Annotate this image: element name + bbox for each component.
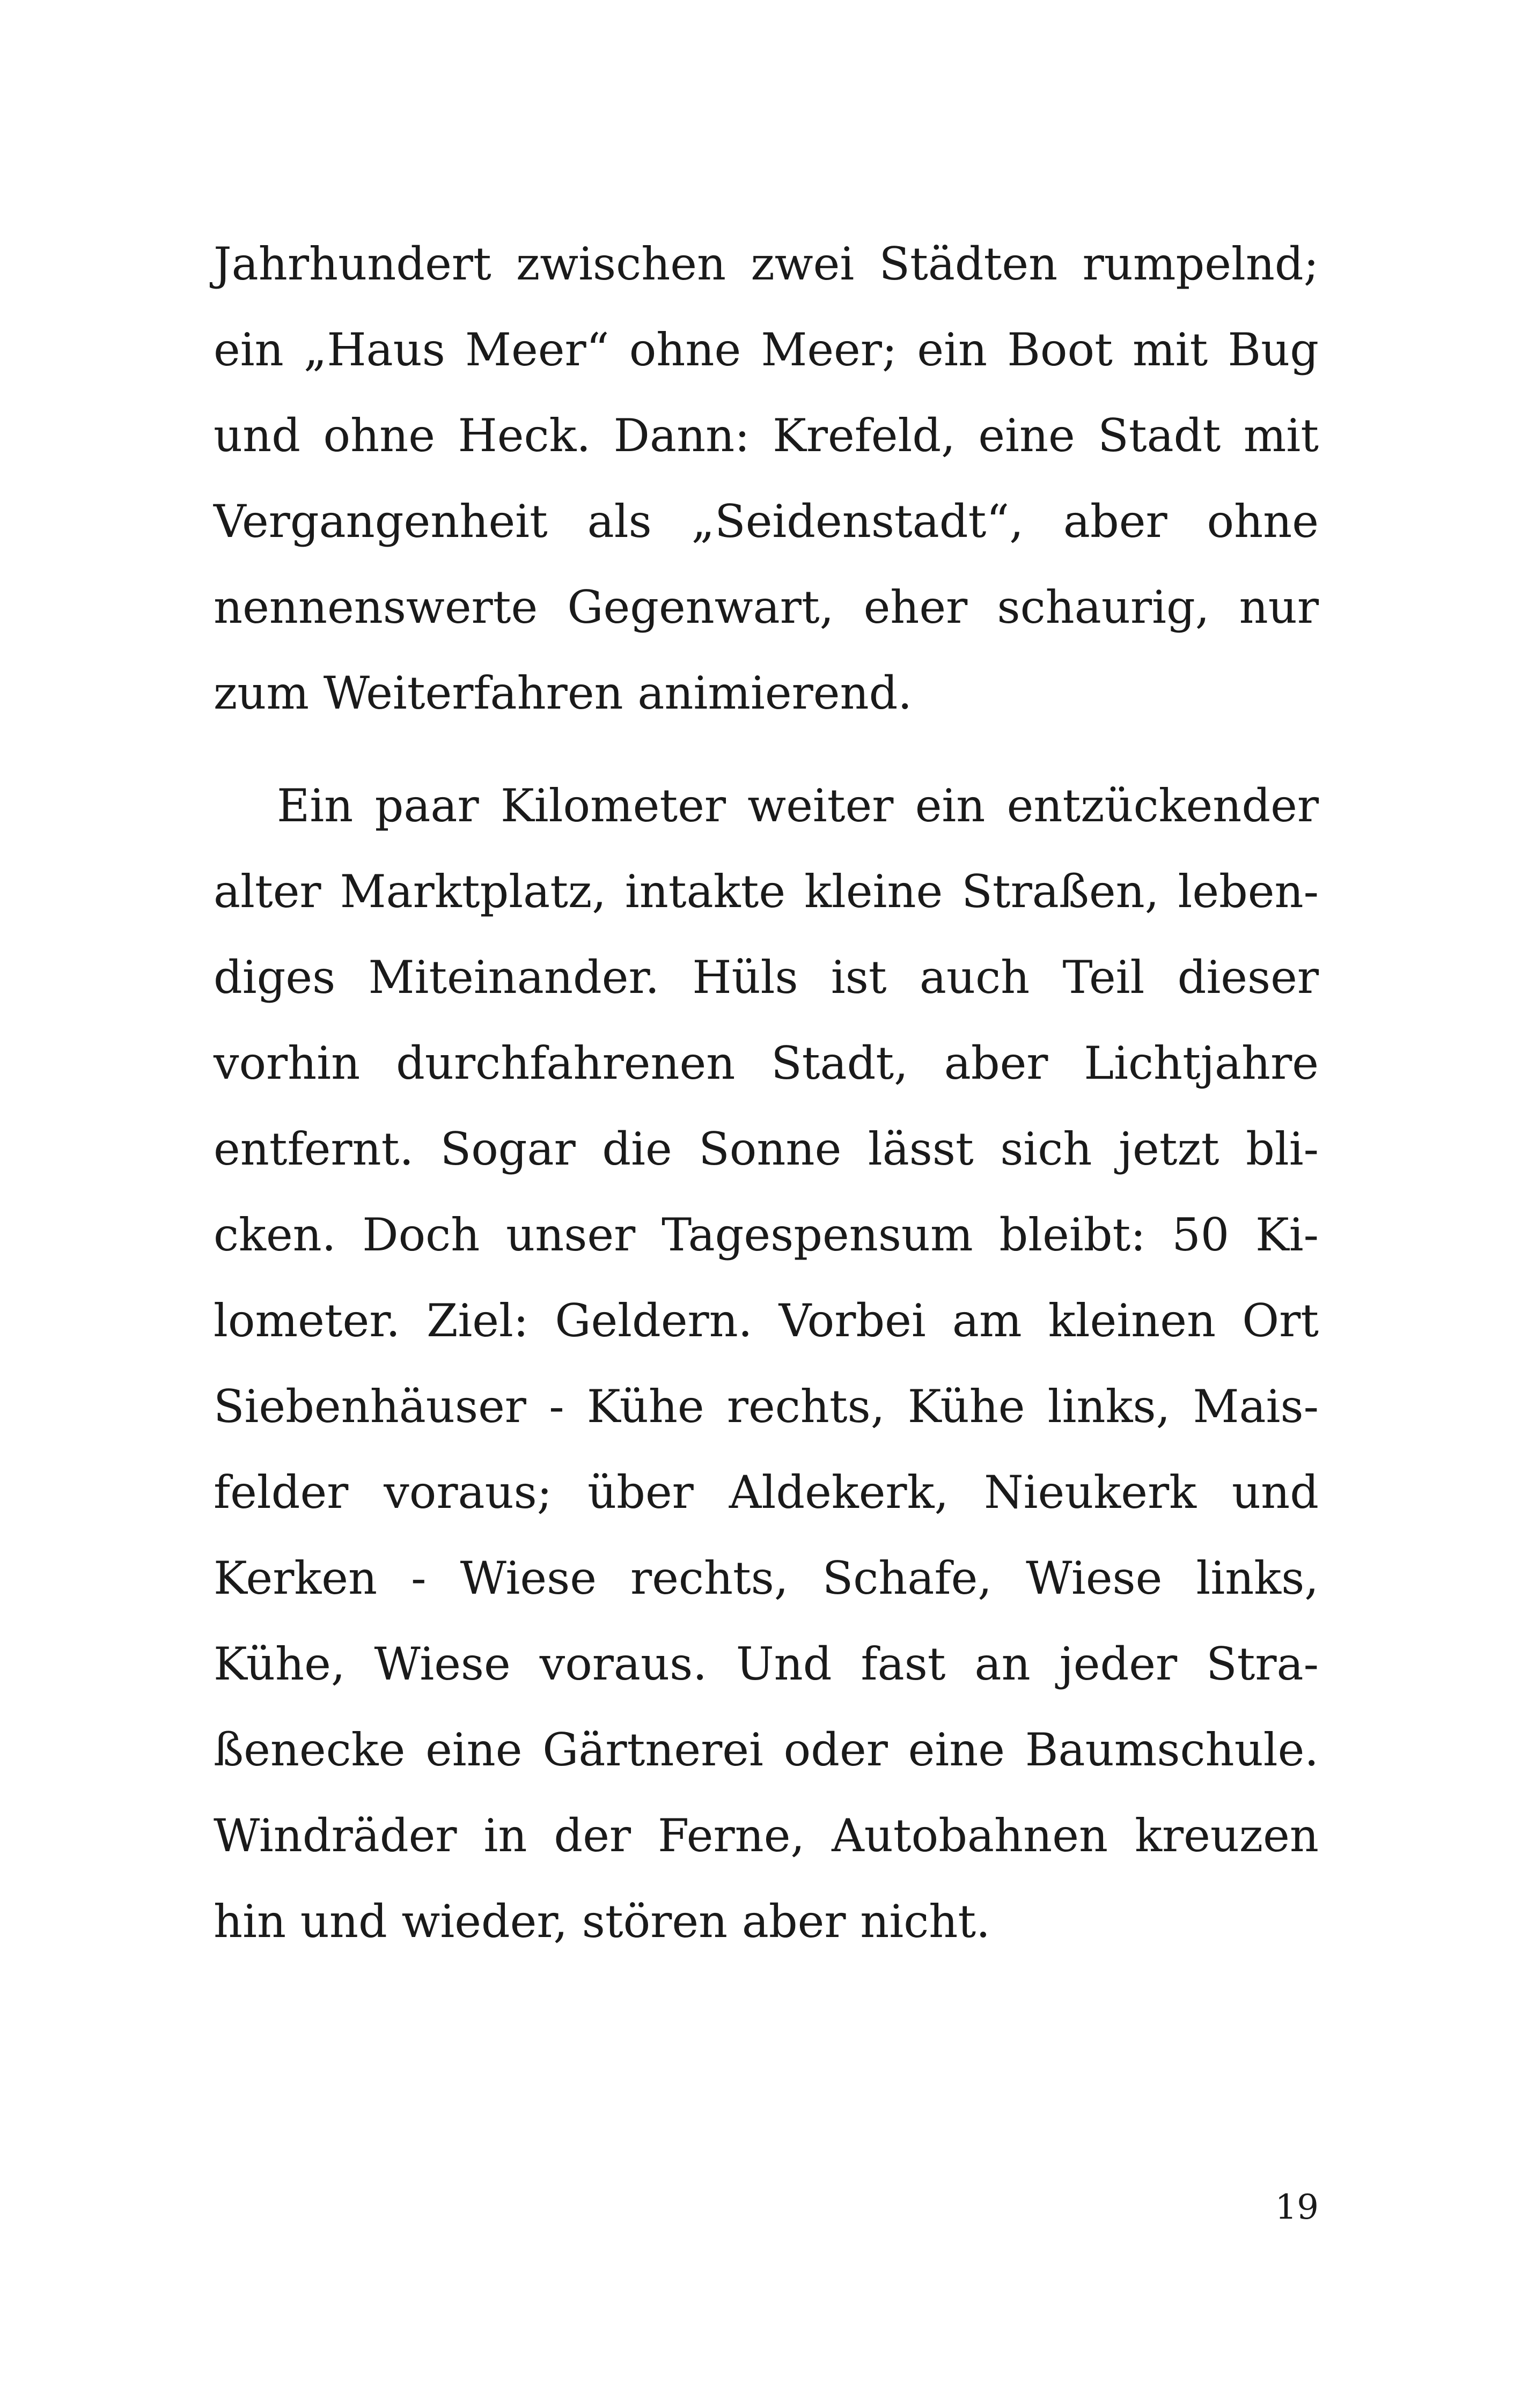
page-number: 19 xyxy=(1275,2188,1319,2227)
text-line: lometer. Ziel: Geldern. Vorbei am kleinen Ort xyxy=(214,1294,1319,1347)
text-line: nennenswerte Gegenwart, eher schaurig, nur xyxy=(214,581,1319,634)
text-line: Jahrhundert zwischen zwei Städten rumpelnd; xyxy=(214,238,1319,290)
text-line: alter Marktplatz, intakte kleine Straßen, leben- xyxy=(214,865,1319,918)
text-line: Kerken - Wiese rechts, Schafe, Wiese links, xyxy=(214,1552,1319,1604)
text-line: vorhin durchfahrenen Stadt, aber Lichtjahre xyxy=(214,1037,1319,1089)
text-line: entfernt. Sogar die Sonne lässt sich jetzt bli- xyxy=(214,1123,1319,1175)
text-line: felder voraus; über Aldekerk, Nieukerk und xyxy=(214,1466,1319,1519)
text-line: Vergangenheit als „Seidenstadt“, aber ohne xyxy=(214,495,1319,548)
text-line: und ohne Heck. Dann: Krefeld, eine Stadt mit xyxy=(214,409,1319,462)
text-line: ein „Haus Meer“ ohne Meer; ein Boot mit Bug xyxy=(214,323,1319,376)
text-line: cken. Doch unser Tagespensum bleibt: 50 Ki- xyxy=(214,1209,1319,1261)
text-line: ßenecke eine Gärtnerei oder eine Baumschule. xyxy=(214,1724,1319,1776)
text-line: Kühe, Wiese voraus. Und fast an jeder Stra- xyxy=(214,1638,1319,1690)
text-line: Windräder in der Ferne, Autobahnen kreuzen xyxy=(214,1809,1319,1862)
text-line: hin und wieder, stören aber nicht. xyxy=(214,1895,990,1948)
text-line: Ein paar Kilometer weiter ein entzückender xyxy=(277,779,1319,832)
paragraph-1 xyxy=(214,221,1319,736)
text-line: Siebenhäuser - Kühe rechts, Kühe links, Mais- xyxy=(214,1380,1319,1433)
text-line: diges Miteinander. Hüls ist auch Teil dieser xyxy=(214,951,1319,1004)
paragraph-2 xyxy=(214,763,1319,1964)
text-line: zum Weiterfahren animierend. xyxy=(214,667,913,719)
